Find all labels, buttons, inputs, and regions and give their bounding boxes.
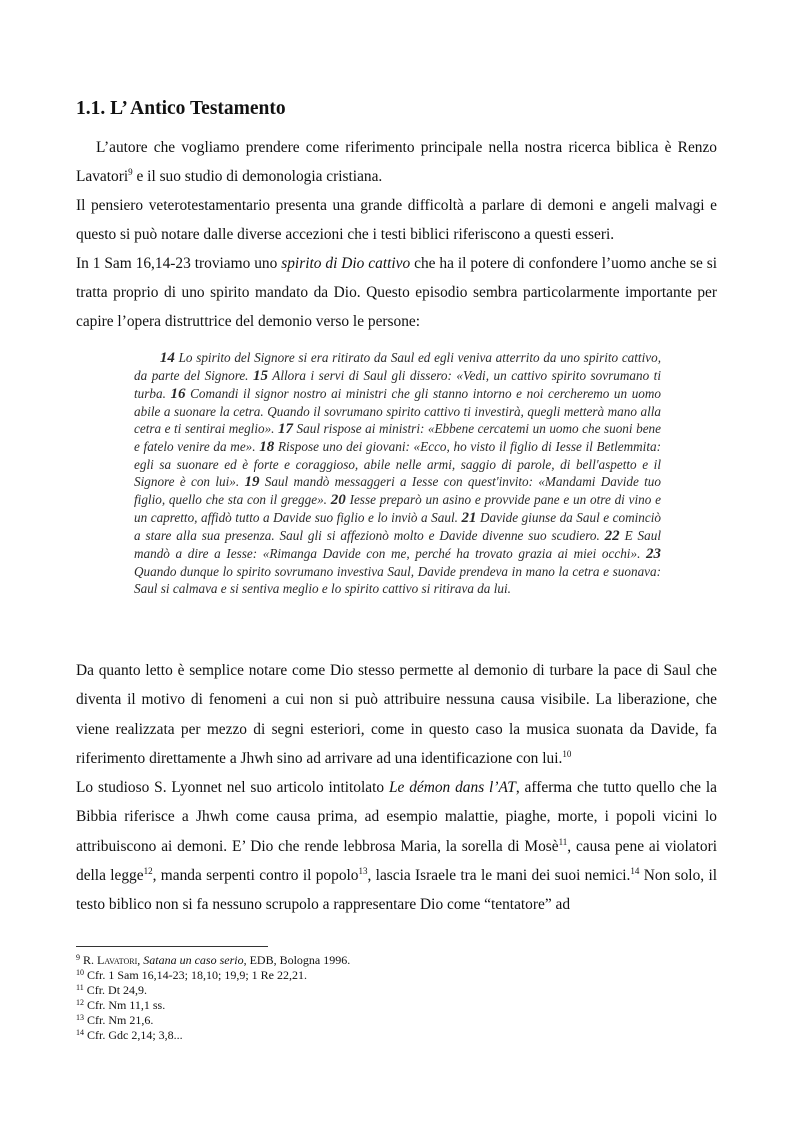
verse-number: 22 (604, 528, 620, 544)
section-heading: 1.1. L’ Antico Testamento (76, 98, 286, 119)
footnote-ref-14: 14 (630, 866, 640, 877)
verse-number: 20 (330, 492, 346, 508)
footnote-11: $^{11}$ Cfr. Dt 24,9. (76, 983, 148, 997)
verse-15: 15 Allora i servi di Saul gli dissero: «Vedi, un cattivo spirito sovrumano ti turba. (134, 368, 661, 401)
verse-16: 16 Comandi il signor nostro ai ministri che gli stanno intorno e noi cercheremo un uomo abile a suonare la cetra. Quando il sovrumano spirito cattivo ti investirà, quegli metterà mano alla cetra e ti sentirai meglio». (134, 386, 662, 436)
analysis-text (76, 656, 717, 920)
analysis-paragraph-2: Lo studioso S. Lyonnet nel suo articolo intitolato Le démon dans l’AT, afferma che tutto quello che la Bibbia riferisce a Jhwh come causa prima, ad esempio malattie, piaghe, morte, i popoli vicini lo attribuiscono ai demoni. E’ Dio che rende lebbrosa Maria, la sorella di Mosè$^{11}$, causa pene ai violatori della legge$^{12}$, manda serpenti contro il popolo$^{13}$, lascia Israele tra le mani dei suoi nemici.$^{14}$ Non solo, il testo biblico non si fa nessuno scrupolo a rappresentare Dio come “tentatore” ad (76, 779, 718, 914)
verse-number: 18 (259, 439, 275, 455)
verse-number: 16 (170, 386, 186, 402)
emphasis-text: spirito di Dio cattivo (281, 255, 411, 272)
verse-18: 18 Rispose uno dei giovani: «Ecco, ho visto il figlio di Iesse il Betlemmita: egli sa suonare ed è forte e coraggioso, abile nelle armi, saggio di parole, di bell'aspetto e il Signore è con lui». (134, 439, 661, 489)
verse-19: 19 Saul mandò messaggeri a Iesse con quest'invito: «Mandami Davide tuo figlio, quello che sta con il gregge». (134, 474, 661, 507)
verse-number: 15 (253, 368, 268, 384)
intro-paragraph-2: Il pensiero veterotestamentario presenta una grande difficoltà a parlare di demoni e angeli malvagi e questo si può notare dalle diverse accezioni che i testi biblici riferiscono a questi esseri. (76, 197, 717, 243)
intro-text (76, 133, 717, 336)
bible-quote (134, 349, 661, 597)
verse-number: 23 (646, 546, 661, 562)
footnote-10: $^{10}$ Cfr. 1 Sam 16,14-23; 18,10; 19,9; 1 Re 22,21. (76, 968, 307, 982)
verse-20: 20 Iesse preparò un asino e provvide pane e un otre di vino e un capretto, affidò tutto a Davide suo figlio e lo inviò a Saul. (134, 492, 661, 525)
footnote-ref-13: 13 (358, 866, 368, 877)
footnote-13: $^{13}$ Cfr. Nm 21,6. (76, 1013, 154, 1027)
footnote-14: $^{14}$ Cfr. Gdc 2,14; 3,8... (76, 1028, 183, 1042)
verse-number: 21 (461, 510, 477, 526)
footnote-ref-10: 10 (562, 748, 572, 759)
footnotes (76, 953, 717, 1043)
analysis-paragraph-1: Da quanto letto è semplice notare come Dio stesso permette al demonio di turbare la pace di Saul che diventa il motivo di fenomeni a cui non si può attribuire nessuna causa visibile. La liberazione, che viene realizzata per mezzo di segni esteriori, come in questo caso la musica suonata da Davide, fa riferimento direttamente a Jhwh sino ad arrivare ad una identificazione con lui.$^{10}$ (76, 662, 717, 767)
footnote-9: $^9$ R. Lavatori, Satana un caso serio, EDB, Bologna 1996. (76, 953, 351, 967)
footnote-12: $^{12}$ Cfr. Nm 11,1 ss. (76, 998, 166, 1012)
intro-paragraph-3: In 1 Sam 16,14-23 troviamo uno spirito di Dio cattivo che ha il potere di confondere l’uomo anche se si tratta proprio di uno spirito mandato da Dio. Questo episodio sembra particolarmente importante per capire l’opera distruttrice del demonio verso le persone: (76, 255, 717, 330)
verse-number: 19 (244, 474, 260, 490)
intro-paragraph-1: L’autore che vogliamo prendere come riferimento principale nella nostra ricerca biblica è Renzo Lavatori$^9$ e il suo studio di demonologia cristiana. (76, 139, 717, 185)
verse-21: 21 Davide giunse da Saul e cominciò a stare alla sua presenza. Saul gli si affezionò molto e Davide divenne suo scudiero. (134, 510, 661, 543)
footnote-ref-11: 11 (558, 836, 568, 847)
verse-number: 14 (159, 350, 175, 366)
footnote-ref-9: 9 (128, 167, 133, 177)
footnote-ref-12: 12 (143, 866, 153, 877)
verse-number: 17 (278, 421, 294, 437)
verse-22: 22 E Saul mandò a dire a Iesse: «Rimanga Davide con me, perché ha trovato grazia ai miei occhi». (134, 528, 661, 561)
footnote-divider (76, 946, 268, 947)
verse-14: 14 Lo spirito del Signore si era ritirato da Saul ed egli veniva atterrito da uno spirito cattivo, da parte del Signore. (134, 350, 662, 383)
verse-17: 17 Saul rispose ai ministri: «Ebbene cercatemi un uomo che suoni bene e fatelo venire da me». (134, 421, 661, 454)
emphasis-text: Le démon dans l’AT (388, 779, 516, 797)
verse-23: 23 Quando dunque lo spirito sovrumano investiva Saul, Davide prendeva in mano la cetra e suonava: Saul si calmava e si sentiva meglio e lo spirito cattivo si ritirava da lui. (134, 546, 661, 596)
